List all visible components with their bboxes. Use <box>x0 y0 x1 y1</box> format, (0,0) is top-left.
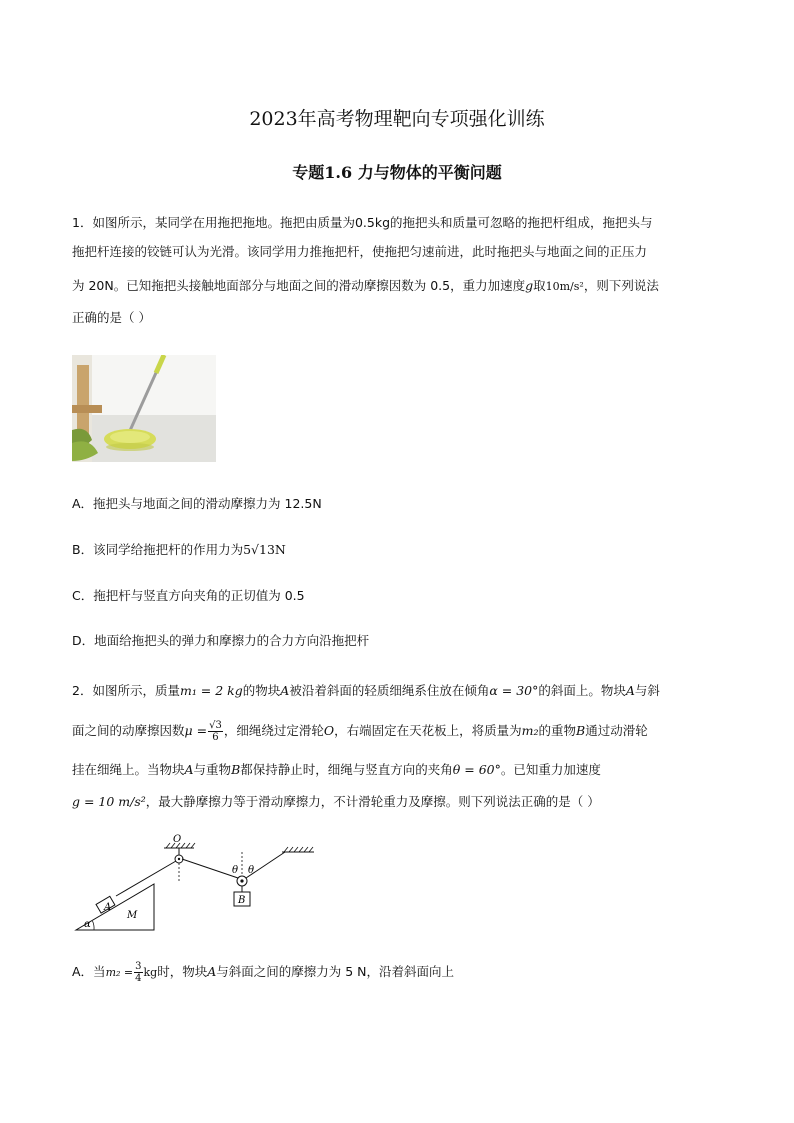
q1-option-b <box>72 540 286 558</box>
q2-optA-text: A．当 <box>72 964 106 979</box>
q1-g-value: 10m/s² <box>545 280 584 293</box>
q2-A: A <box>184 762 194 777</box>
q2-optA-A: A <box>207 964 217 979</box>
q2-text: ，细绳绕过定滑轮 <box>223 723 324 738</box>
q2-g: g = 10 m/s² <box>72 794 146 809</box>
q2-A: A <box>625 683 635 698</box>
q2-text: 面之间的动摩擦因数 <box>72 723 185 738</box>
q1-option-d: D．地面给拖把头的弹力和摩擦力的合力方向沿拖把杆 <box>72 633 370 648</box>
q2-optA-unit: kg <box>143 966 158 979</box>
q1-stem-text: 为 20N。已知拖把头接触地面部分与地面之间的滑动摩擦因数为 0.5，重力加速度 <box>72 278 526 293</box>
q1-g-symbol: g <box>525 278 534 293</box>
q2-mu-denominator: 6 <box>212 732 219 743</box>
q2-optA-num: 3 <box>135 961 142 972</box>
q2-text: 被沿着斜面的轻质细绳系住放在倾角 <box>289 683 490 698</box>
q2-optA-text: 时，物块 <box>157 964 208 979</box>
q2-option-a <box>72 961 454 984</box>
q2-m1: m₁ = 2 kg <box>179 683 243 698</box>
page-subtitle: 专题1.6 力与物体的平衡问题 <box>292 163 502 182</box>
q2-text: 的重物 <box>538 723 576 738</box>
q2-optA-fraction <box>134 961 142 984</box>
q1-stem-text: ，则下列说法 <box>583 278 659 293</box>
q2-stem-line-3 <box>72 760 601 778</box>
q2-text: 。已知重力加速度 <box>500 762 601 777</box>
q2-theta: θ = 60° <box>452 762 501 777</box>
label-theta-left: θ <box>232 865 239 876</box>
q2-m2: m₂ <box>521 723 539 738</box>
q2-A: A <box>280 683 290 698</box>
q2-text: 2．如图所示，质量 <box>72 683 180 698</box>
q2-B: B <box>231 762 241 777</box>
q2-text: 与重物 <box>193 762 232 777</box>
q1-stem-text: 取 <box>533 278 546 293</box>
q2-text: 的斜面上。物块 <box>538 683 626 698</box>
q2-text: 都保持静止时，细绳与竖直方向的夹角 <box>240 762 453 777</box>
q2-text: 挂在细绳上。当物块 <box>72 762 185 777</box>
q2-mu-numerator: √3 <box>209 720 222 731</box>
label-B: B <box>238 895 246 906</box>
q1-option-a: A．拖把头与地面之间的滑动摩擦力为 12.5N <box>72 496 322 511</box>
q1-stem-line-3 <box>72 276 659 294</box>
label-O: O <box>173 834 182 845</box>
q1-stem-line-1: 1．如图所示，某同学在用拖把拖地。拖把由质量为0.5kg的拖把头和质量可忽略的拖把杆组成，拖把头与 <box>72 215 653 230</box>
q2-mu-fraction <box>208 720 223 743</box>
q2-text: ，最大静摩擦力等于滑动摩擦力，不计滑轮重力及摩擦。则下列说法正确的是（ ） <box>145 794 600 809</box>
label-alpha: α <box>84 919 91 930</box>
pulley-incline-diagram <box>72 830 322 935</box>
q2-optA-m2: m₂ = <box>105 966 134 979</box>
pulley-incline-svg <box>72 830 322 935</box>
q2-stem-line-2 <box>72 720 648 743</box>
q2-stem-line-1 <box>72 681 660 699</box>
q2-text: 的物块 <box>242 683 281 698</box>
q1-stem-line-2: 拖把杆连接的铰链可认为光滑。该同学用力推拖把杆，使拖把匀速前进，此时拖把头与地面之间的正压力 <box>72 244 648 259</box>
page-title: 2023年高考物理靶向专项强化训练 <box>249 108 545 130</box>
q1-option-c: C．拖把杆与竖直方向夹角的正切值为 0.5 <box>72 588 305 603</box>
q2-mu: μ = <box>184 723 208 738</box>
label-A: A <box>104 902 112 913</box>
q2-optA-text: 与斜面之间的摩擦力为 5 N，沿着斜面向上 <box>216 964 455 979</box>
label-M: M <box>127 910 138 921</box>
q1-option-b-text: B．该同学给拖把杆的作用力为 <box>72 542 244 557</box>
q2-text: ，右端固定在天花板上，将质量为 <box>334 723 522 738</box>
q2-text: 与斜 <box>634 683 660 698</box>
q2-optA-den: 4 <box>135 973 142 984</box>
mop-photo <box>72 355 216 462</box>
q1-option-b-value: 5√13N <box>243 542 286 557</box>
q2-stem-line-4 <box>72 792 600 810</box>
q2-text: 通过动滑轮 <box>585 723 648 738</box>
mop-photo-illustration <box>72 355 216 462</box>
q2-alpha: α = 30° <box>489 683 539 698</box>
q2-O: O <box>323 723 335 738</box>
q1-stem-line-4: 正确的是（ ） <box>72 310 151 325</box>
q2-B: B <box>576 723 586 738</box>
label-theta-right: θ <box>248 865 255 876</box>
